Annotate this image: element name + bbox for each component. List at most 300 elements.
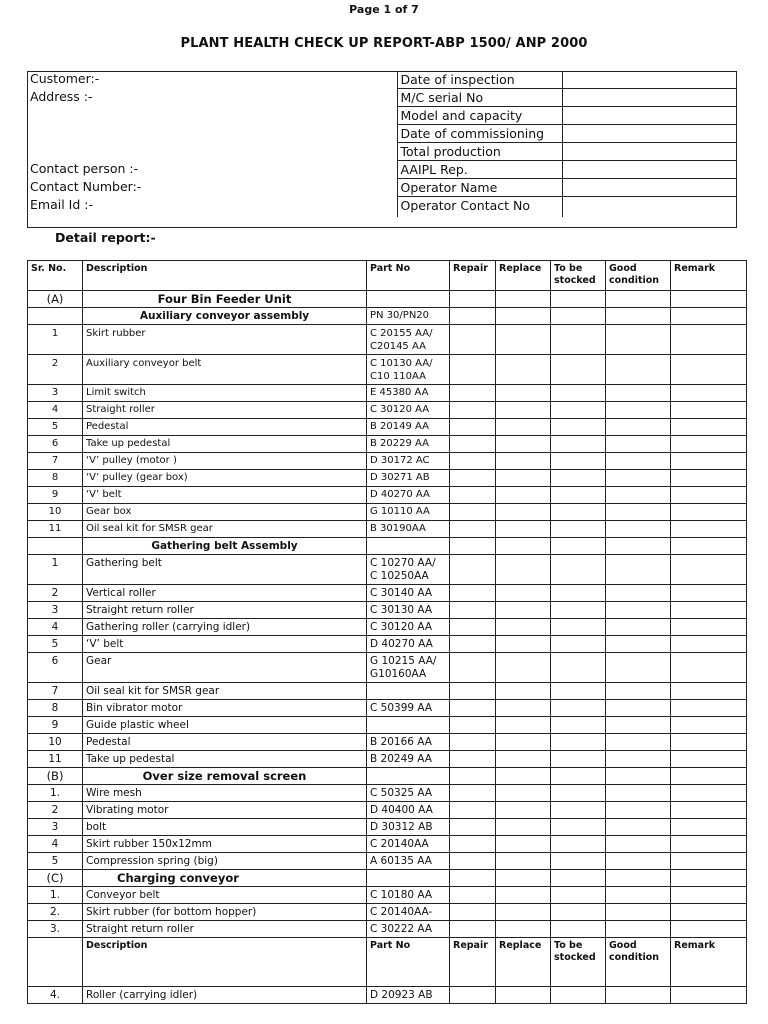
part-no: B 20149 AA [367,419,450,436]
check-cell[interactable] [551,308,606,325]
check-cell[interactable] [450,683,496,700]
description: Vertical roller [83,585,367,602]
part-no: C 30120 AA [367,619,450,636]
check-cell[interactable] [551,836,606,853]
part-no: D 20923 AB [367,987,450,1004]
check-cell[interactable] [551,419,606,436]
check-cell[interactable] [450,836,496,853]
check-cell[interactable] [496,291,551,308]
check-cell[interactable] [450,987,496,1004]
check-cell[interactable] [496,987,551,1004]
check-cell[interactable] [671,802,747,819]
info-value-operator-contact[interactable] [562,197,737,218]
check-cell[interactable] [606,785,671,802]
description: ‘V’ belt [83,487,367,504]
check-cell[interactable] [606,836,671,853]
description: Bin vibrator motor [83,700,367,717]
description: Limit switch [83,385,367,402]
check-cell[interactable] [496,683,551,700]
check-cell[interactable] [606,504,671,521]
check-cell[interactable] [606,987,671,1004]
part-no: B 20249 AA [367,751,450,768]
table-row [28,836,747,853]
check-cell[interactable] [551,802,606,819]
check-cell[interactable] [496,904,551,921]
check-cell[interactable] [671,585,747,602]
check-cell[interactable] [450,717,496,734]
check-cell[interactable] [450,555,496,585]
check-cell[interactable] [606,619,671,636]
check-cell[interactable] [671,325,747,355]
sr-no: 4. [28,987,83,1004]
check-cell[interactable] [551,768,606,785]
check-cell[interactable] [496,887,551,904]
check-cell[interactable] [671,355,747,385]
info-label-production: Total production [397,143,562,161]
description: Oil seal kit for SMSR gear [83,521,367,538]
sr-no: 11 [28,751,83,768]
check-cell[interactable] [450,768,496,785]
table-row [28,636,747,653]
check-cell[interactable] [551,291,606,308]
check-cell[interactable] [671,887,747,904]
check-cell[interactable] [551,785,606,802]
check-cell[interactable] [450,470,496,487]
part-no: C 30120 AA [367,402,450,419]
check-cell[interactable] [671,870,747,887]
check-cell[interactable] [606,921,671,938]
check-cell[interactable] [450,887,496,904]
part-no: C 30130 AA [367,602,450,619]
check-cell[interactable] [496,836,551,853]
check-cell[interactable] [671,419,747,436]
check-cell[interactable] [496,700,551,717]
check-cell[interactable] [496,819,551,836]
check-cell[interactable] [496,504,551,521]
part-no: B 20166 AA [367,734,450,751]
description: Pedestal [83,734,367,751]
check-cell[interactable] [496,538,551,555]
info-label-aaipl: AAIPL Rep. [397,161,562,179]
check-cell[interactable] [450,819,496,836]
check-cell[interactable] [450,904,496,921]
part-no: E 45380 AA [367,385,450,402]
check-cell[interactable] [496,555,551,585]
check-cell[interactable] [606,853,671,870]
check-cell[interactable] [671,768,747,785]
check-cell[interactable] [450,291,496,308]
check-cell[interactable] [496,785,551,802]
check-cell[interactable] [551,653,606,683]
check-cell[interactable] [606,402,671,419]
check-cell[interactable] [551,385,606,402]
check-cell[interactable] [450,700,496,717]
check-cell[interactable] [606,436,671,453]
check-cell[interactable] [551,325,606,355]
sr-no: 9 [28,717,83,734]
check-cell[interactable] [671,619,747,636]
check-cell[interactable] [606,819,671,836]
section-row [28,291,747,308]
check-cell[interactable] [450,419,496,436]
section-label: (A) [28,291,83,308]
check-cell[interactable] [551,904,606,921]
check-cell[interactable] [496,768,551,785]
table-row [28,819,747,836]
check-cell[interactable] [671,819,747,836]
check-cell[interactable] [450,602,496,619]
check-cell[interactable] [606,355,671,385]
check-cell[interactable] [450,785,496,802]
part-no: G 10110 AA [367,504,450,521]
check-cell[interactable] [671,402,747,419]
check-cell[interactable] [551,602,606,619]
check-cell[interactable] [450,870,496,887]
check-cell[interactable] [496,653,551,683]
check-cell[interactable] [671,487,747,504]
description: Straight return roller [83,602,367,619]
part-no: C 30222 AA [367,921,450,938]
table-row [28,402,747,419]
table-row [28,325,747,355]
page-number: Page 1 of 7 [349,3,419,16]
part-no: C 10130 AA/ C10 110AA [367,355,450,385]
info-label-commissioning: Date of commissioning [397,125,562,143]
check-cell[interactable] [606,521,671,538]
description: bolt [83,819,367,836]
check-cell[interactable] [606,802,671,819]
description: Gear [83,653,367,683]
check-cell[interactable] [606,308,671,325]
check-cell[interactable] [450,325,496,355]
check-cell[interactable] [551,683,606,700]
check-cell[interactable] [551,585,606,602]
check-cell[interactable] [367,768,450,785]
check-cell[interactable] [496,355,551,385]
check-cell[interactable] [450,636,496,653]
table-row [28,585,747,602]
check-cell[interactable] [671,538,747,555]
table-row [28,802,747,819]
part-no: C 20140AA- [367,904,450,921]
check-cell[interactable] [671,291,747,308]
check-cell[interactable] [496,325,551,355]
check-cell[interactable] [606,734,671,751]
part-no: D 30172 AC [367,453,450,470]
description: Skirt rubber 150x12mm [83,836,367,853]
check-cell[interactable] [606,751,671,768]
check-cell[interactable] [671,751,747,768]
description: Guide plastic wheel [83,717,367,734]
check-cell[interactable] [606,768,671,785]
check-cell[interactable] [551,487,606,504]
check-cell[interactable] [671,470,747,487]
part-no: C 10270 AA/ C 10250AA [367,555,450,585]
check-cell[interactable] [551,700,606,717]
sr-no: 8 [28,470,83,487]
check-cell[interactable] [496,870,551,887]
part-no: C 10180 AA [367,887,450,904]
part-no: G 10215 AA/ G10160AA [367,653,450,683]
check-cell[interactable] [450,385,496,402]
check-cell[interactable] [606,653,671,683]
check-cell[interactable] [496,853,551,870]
description: Gear box [83,504,367,521]
check-cell[interactable] [551,436,606,453]
check-cell[interactable] [496,602,551,619]
check-cell[interactable] [450,653,496,683]
table-row [28,734,747,751]
check-cell[interactable] [671,734,747,751]
check-cell[interactable] [551,555,606,585]
sr-no: 2 [28,802,83,819]
check-cell[interactable] [450,853,496,870]
check-cell[interactable] [496,385,551,402]
subsection-row [28,308,747,325]
info-value-commissioning[interactable] [562,125,737,143]
description: Pedestal [83,419,367,436]
check-cell[interactable] [606,717,671,734]
check-cell[interactable] [606,683,671,700]
check-cell[interactable] [551,987,606,1004]
table-row [28,683,747,700]
check-cell[interactable] [671,453,747,470]
check-cell[interactable] [671,683,747,700]
contact-number-label: Contact Number:- [27,179,397,197]
check-cell[interactable] [606,538,671,555]
table-row [28,717,747,734]
description: Compression spring (big) [83,853,367,870]
check-cell[interactable] [496,636,551,653]
check-cell[interactable] [450,585,496,602]
check-cell[interactable] [671,717,747,734]
description: Oil seal kit for SMSR gear [83,683,367,700]
check-cell[interactable] [496,402,551,419]
description: Gathering belt [83,555,367,585]
check-cell[interactable] [496,717,551,734]
table-row [28,751,747,768]
check-cell[interactable] [450,538,496,555]
check-cell[interactable] [606,887,671,904]
description: Roller (carrying idler) [83,987,367,1004]
table-row [28,904,747,921]
sr-no: 5 [28,636,83,653]
check-cell[interactable] [606,291,671,308]
check-cell[interactable] [671,700,747,717]
check-cell[interactable] [450,402,496,419]
part-no: C 30140 AA [367,585,450,602]
subsection-title: Gathering belt Assembly [83,538,367,555]
sr-no: 3 [28,385,83,402]
sr-no: 1. [28,887,83,904]
check-cell[interactable] [671,921,747,938]
check-cell[interactable] [496,619,551,636]
info-table [27,71,737,217]
check-cell[interactable] [671,521,747,538]
description: Straight roller [83,402,367,419]
address-space [27,143,397,161]
column-header: Description [83,938,367,987]
part-no: C 20140AA [367,836,450,853]
detail-report-label: Detail report:- [55,230,156,245]
sr-no: 6 [28,653,83,683]
info-value-date-inspection[interactable] [562,71,737,89]
check-cell[interactable] [671,853,747,870]
check-cell[interactable] [450,308,496,325]
check-cell[interactable] [496,921,551,938]
description: ‘V’ pulley (motor ) [83,453,367,470]
subsection-row [28,538,747,555]
check-cell[interactable] [551,636,606,653]
check-cell[interactable] [450,436,496,453]
description: Conveyor belt [83,887,367,904]
check-cell[interactable] [496,734,551,751]
table-row [28,987,747,1004]
check-cell[interactable] [496,419,551,436]
check-cell[interactable] [671,504,747,521]
check-cell[interactable] [496,453,551,470]
check-cell[interactable] [606,602,671,619]
check-cell[interactable] [551,355,606,385]
check-cell[interactable] [367,870,450,887]
check-cell[interactable] [606,453,671,470]
part-no: D 30271 AB [367,470,450,487]
description: Vibrating motor [83,802,367,819]
table-row [28,487,747,504]
check-cell[interactable] [606,700,671,717]
info-value-serial[interactable] [562,89,737,107]
check-cell[interactable] [551,504,606,521]
check-cell[interactable] [367,291,450,308]
sr-no: 1. [28,785,83,802]
sr-no: 1 [28,325,83,355]
check-cell[interactable] [551,751,606,768]
check-cell[interactable] [606,325,671,355]
check-cell[interactable] [671,653,747,683]
section-title: Four Bin Feeder Unit [83,291,367,308]
check-cell[interactable] [671,987,747,1004]
check-cell[interactable] [496,585,551,602]
description: Skirt rubber (for bottom hopper) [83,904,367,921]
check-cell[interactable] [450,453,496,470]
check-cell[interactable] [606,904,671,921]
table-row [28,700,747,717]
sr-no: 3 [28,819,83,836]
check-cell[interactable] [671,602,747,619]
check-cell[interactable] [671,555,747,585]
part-no [367,538,450,555]
check-cell[interactable] [606,419,671,436]
address-space [27,107,397,125]
customer-label: Customer:- [27,71,397,89]
check-cell[interactable] [496,802,551,819]
check-cell[interactable] [606,385,671,402]
part-no: C 50399 AA [367,700,450,717]
section-label: (B) [28,768,83,785]
part-no: A 60135 AA [367,853,450,870]
sr-no: 6 [28,436,83,453]
check-cell[interactable] [551,921,606,938]
check-cell[interactable] [450,751,496,768]
table-row [28,436,747,453]
check-cell[interactable] [551,887,606,904]
check-cell[interactable] [551,619,606,636]
sr-no: 11 [28,521,83,538]
check-cell[interactable] [606,555,671,585]
address-space [27,125,397,143]
check-cell[interactable] [450,521,496,538]
check-cell[interactable] [671,308,747,325]
info-value-aaipl[interactable] [562,161,737,179]
check-cell[interactable] [671,904,747,921]
check-cell[interactable] [551,402,606,419]
check-cell[interactable] [671,385,747,402]
check-cell[interactable] [496,308,551,325]
check-cell[interactable] [551,717,606,734]
info-value-model[interactable] [562,107,737,125]
check-cell[interactable] [671,636,747,653]
check-cell[interactable] [450,802,496,819]
check-cell[interactable] [450,487,496,504]
check-cell[interactable] [496,470,551,487]
description: Take up pedestal [83,436,367,453]
column-header: To be stocked [551,938,606,987]
info-value-operator[interactable] [562,179,737,197]
check-cell[interactable] [496,521,551,538]
column-header: Replace [496,261,551,291]
check-cell[interactable] [606,585,671,602]
check-cell[interactable] [551,853,606,870]
check-cell[interactable] [450,619,496,636]
check-cell[interactable] [606,487,671,504]
check-cell[interactable] [551,521,606,538]
description: Straight return roller [83,921,367,938]
check-cell[interactable] [450,921,496,938]
check-cell[interactable] [606,470,671,487]
sr-no: 9 [28,487,83,504]
column-header: Replace [496,938,551,987]
table-row [28,785,747,802]
check-cell[interactable] [496,751,551,768]
check-cell[interactable] [671,436,747,453]
part-no: D 40270 AA [367,487,450,504]
table-row [28,521,747,538]
check-cell[interactable] [671,836,747,853]
column-header: Part No [367,938,450,987]
check-cell[interactable] [551,819,606,836]
check-cell[interactable] [496,487,551,504]
table-row [28,887,747,904]
check-cell[interactable] [450,504,496,521]
description: Skirt rubber [83,325,367,355]
check-cell[interactable] [450,355,496,385]
sr-no: 7 [28,453,83,470]
check-cell[interactable] [551,734,606,751]
check-cell[interactable] [551,538,606,555]
info-value-production[interactable] [562,143,737,161]
check-cell[interactable] [671,785,747,802]
check-cell[interactable] [450,734,496,751]
table-row [28,619,747,636]
check-cell[interactable] [551,470,606,487]
check-cell[interactable] [606,636,671,653]
check-cell[interactable] [496,436,551,453]
check-cell[interactable] [551,870,606,887]
sr-no: 1 [28,555,83,585]
part-no: B 20229 AA [367,436,450,453]
check-cell[interactable] [606,870,671,887]
check-cell[interactable] [551,453,606,470]
